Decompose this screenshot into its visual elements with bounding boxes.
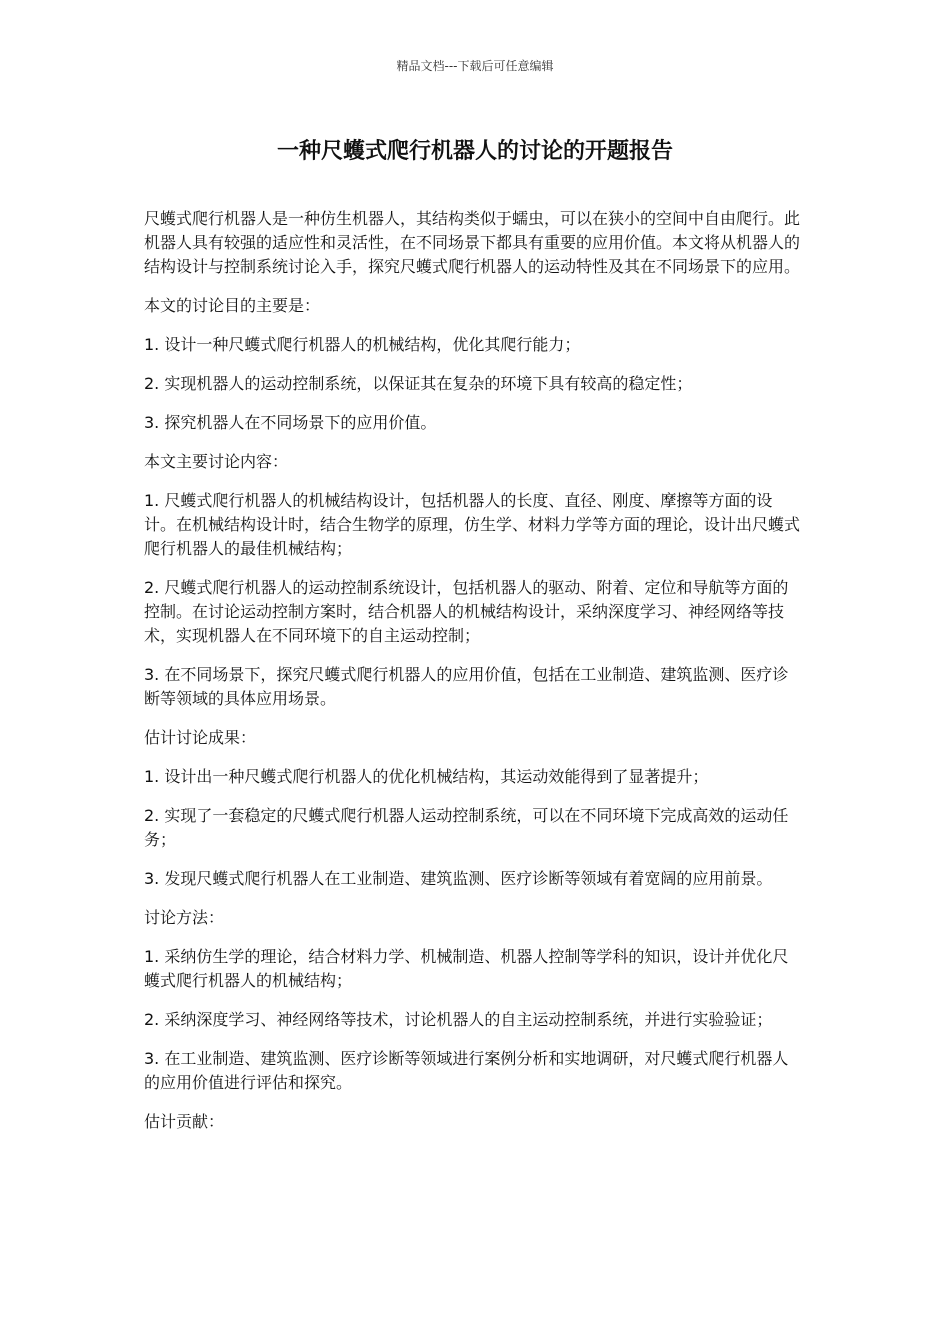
intro-paragraph: 尺蠖式爬行机器人是一种仿生机器人，其结构类似于蠕虫，可以在狭小的空间中自由爬行。此机器人具有较强的适应性和灵活性，在不同场景下都具有重要的应用价值。本文将从机器人的结构设计与控制系统讨论入手，探究尺蠖式爬行机器人的运动特性及其在不同场景下的应用。 — [144, 209, 801, 276]
result-item: 1. 设计出一种尺蠖式爬行机器人的优化机械结构，其运动效能得到了显著提升； — [144, 767, 709, 786]
header-note: 精品文档---下载后可任意编辑 — [396, 59, 554, 73]
objective-item: 1. 设计一种尺蠖式爬行机器人的机械结构，优化其爬行能力； — [144, 335, 581, 354]
document-body — [144, 207, 804, 1149]
methods-heading: 讨论方法： — [144, 908, 225, 927]
result-item: 2. 实现了一套稳定的尺蠖式爬行机器人运动控制系统，可以在不同环境下完成高效的运动任务； — [144, 806, 789, 849]
method-item: 3. 在工业制造、建筑监测、医疗诊断等领域进行案例分析和实地调研，对尺蠖式爬行机器人的应用价值进行评估和探究。 — [144, 1049, 789, 1092]
objective-item: 3. 探究机器人在不同场景下的应用价值。 — [144, 413, 437, 432]
results-heading: 估计讨论成果： — [144, 728, 257, 747]
content-heading: 本文主要讨论内容： — [144, 452, 289, 471]
method-item: 1. 采纳仿生学的理论，结合材料力学、机械制造、机器人控制等学科的知识，设计并优化尺蠖式爬行机器人的机械结构； — [144, 947, 789, 990]
method-item: 2. 采纳深度学习、神经网络等技术，讨论机器人的自主运动控制系统，并进行实验验证； — [144, 1010, 773, 1029]
objective-item: 2. 实现机器人的运动控制系统，以保证其在复杂的环境下具有较高的稳定性； — [144, 374, 693, 393]
content-item: 2. 尺蠖式爬行机器人的运动控制系统设计，包括机器人的驱动、附着、定位和导航等方面的控制。在讨论运动控制方案时，结合机器人的机械结构设计，采纳深度学习、神经网络等技术，实现机器人在不同环境下的自主运动控制； — [144, 578, 789, 645]
content-item: 1. 尺蠖式爬行机器人的机械结构设计，包括机器人的长度、直径、刚度、摩擦等方面的设计。在机械结构设计时，结合生物学的原理，仿生学、材料力学等方面的理论，设计出尺蠖式爬行机器人的最佳机械结构； — [144, 491, 801, 558]
page-title: 一种尺蠖式爬行机器人的讨论的开题报告 — [276, 139, 673, 164]
contribution-heading: 估计贡献： — [144, 1112, 225, 1131]
result-item: 3. 发现尺蠖式爬行机器人在工业制造、建筑监测、医疗诊断等领域有着宽阔的应用前景。 — [144, 869, 773, 888]
objectives-heading: 本文的讨论目的主要是： — [144, 296, 321, 315]
content-item: 3. 在不同场景下，探究尺蠖式爬行机器人的应用价值，包括在工业制造、建筑监测、医疗诊断等领域的具体应用场景。 — [144, 665, 789, 708]
